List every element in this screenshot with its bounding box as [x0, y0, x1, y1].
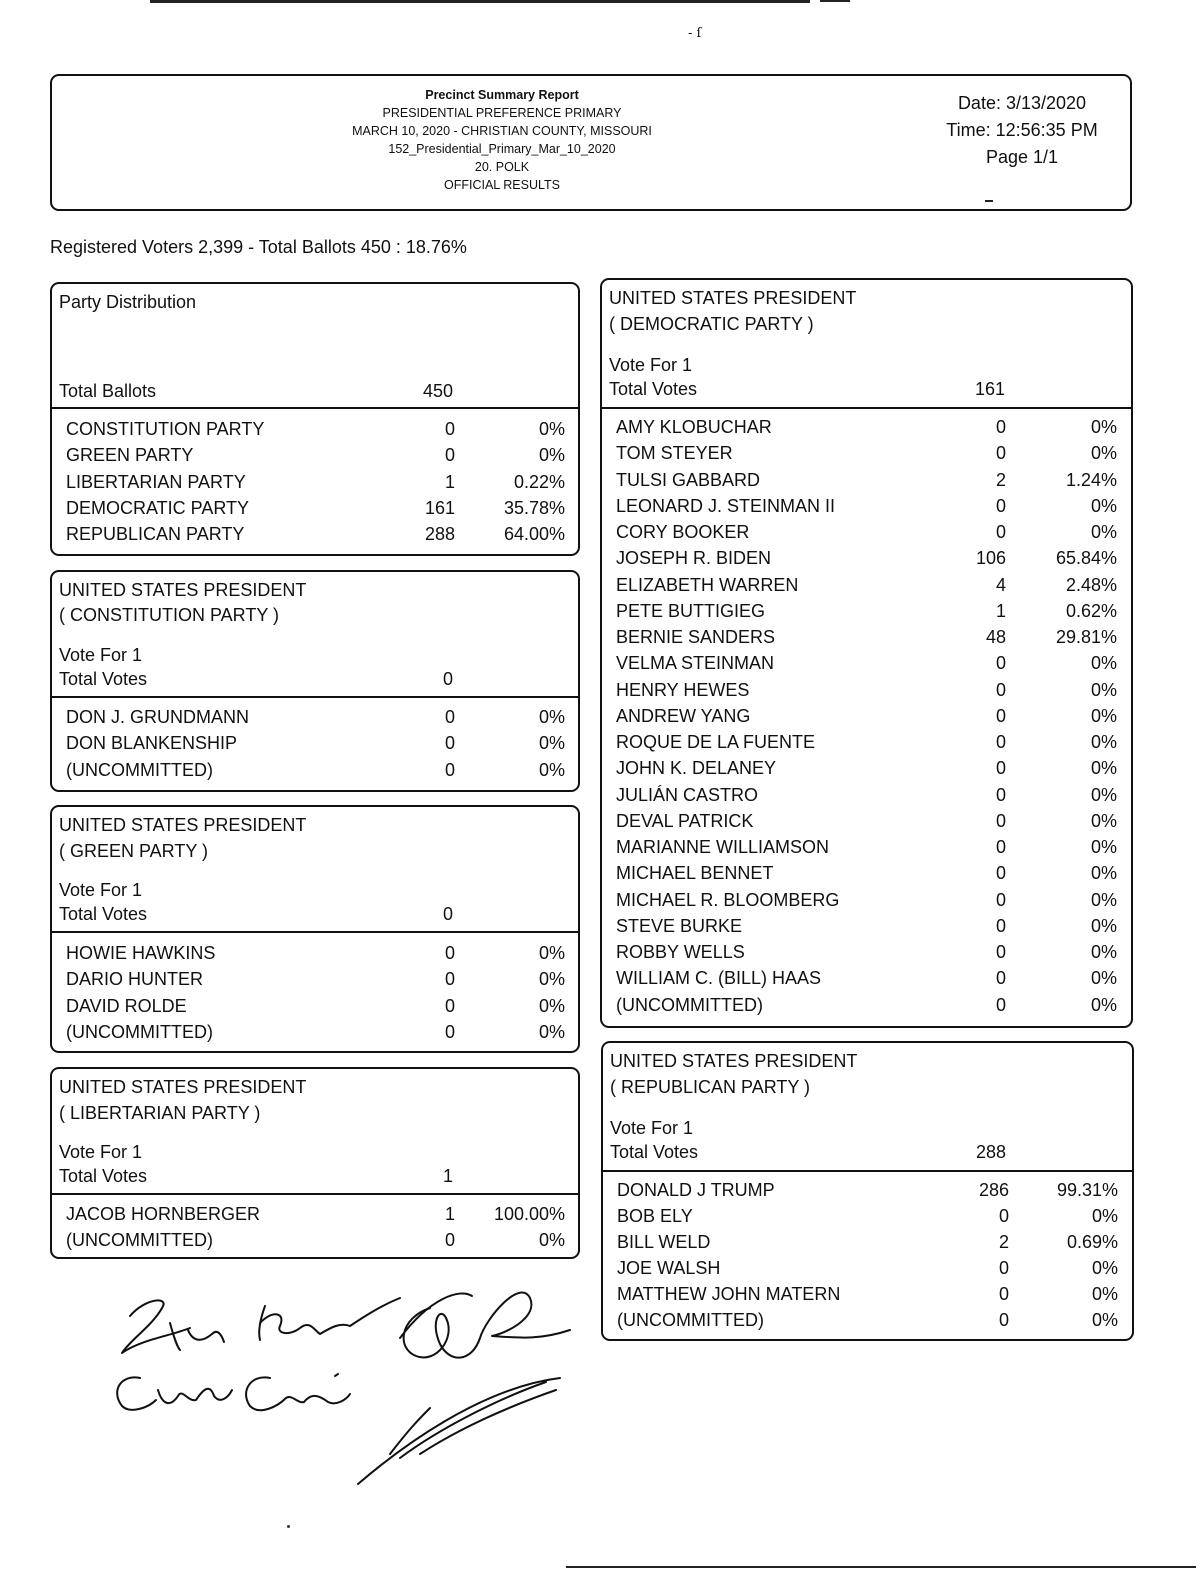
contest-title: UNITED STATES PRESIDENT — [610, 1051, 858, 1071]
candidate-row — [603, 1229, 1132, 1255]
vote-percent: 0% — [538, 1021, 565, 1042]
candidate-name: STEVE BURKE — [616, 915, 743, 936]
candidate-name: DAVID ROLDE — [66, 995, 187, 1016]
vote-count: 161 — [424, 497, 455, 518]
vote-percent: 0.62% — [1065, 600, 1117, 621]
vote-count: 0 — [995, 994, 1006, 1015]
candidate-row — [602, 493, 1131, 519]
vote-percent: 0% — [538, 995, 565, 1016]
contest-party: ( GREEN PARTY ) — [59, 841, 209, 861]
vote-percent: 0% — [1090, 443, 1117, 464]
total-votes-value: 0 — [442, 669, 453, 689]
vote-percent: 65.84% — [1055, 548, 1117, 569]
vote-count: 2 — [995, 469, 1006, 490]
registered-voters-summary: Registered Voters 2,399 - Total Ballots 450 : 18.76% — [50, 237, 467, 257]
vote-count: 0 — [995, 679, 1006, 700]
candidate-name: LEONARD J. STEINMAN II — [616, 495, 836, 516]
vote-count: 0 — [444, 445, 455, 466]
candidate-name: (UNCOMMITTED) — [66, 1230, 213, 1251]
candidate-name: BILL WELD — [617, 1231, 711, 1252]
vote-percent: 0.22% — [513, 471, 565, 492]
vote-for-label: Vote For 1 — [59, 1142, 143, 1162]
candidate-row — [602, 545, 1131, 571]
divider — [52, 407, 578, 409]
vote-percent: 99.31% — [1056, 1180, 1118, 1200]
candidate-row — [52, 1201, 578, 1227]
vote-count: 0 — [995, 495, 1006, 516]
vote-percent: 0.69% — [1066, 1231, 1118, 1252]
vote-percent: 0% — [1090, 495, 1117, 516]
vote-count: 0 — [995, 705, 1006, 726]
vote-percent: 1.24% — [1065, 469, 1117, 490]
contest-party: ( CONSTITUTION PARTY ) — [59, 605, 280, 625]
contest-title: UNITED STATES PRESIDENT — [609, 288, 857, 308]
vote-percent: 0% — [538, 759, 565, 780]
candidate-name: (UNCOMMITTED) — [66, 759, 213, 780]
candidate-row — [602, 939, 1131, 965]
candidate-row — [602, 650, 1131, 676]
vote-count: 0 — [444, 1230, 455, 1251]
candidate-name: DARIO HUNTER — [66, 969, 204, 990]
vote-percent: 0% — [1090, 522, 1117, 542]
candidate-name: DEVAL PATRICK — [616, 810, 754, 831]
candidate-row — [603, 1307, 1132, 1333]
vote-count: 1 — [995, 600, 1006, 621]
candidate-row — [52, 416, 578, 442]
candidate-name: BERNIE SANDERS — [616, 627, 776, 647]
candidate-name: BOB ELY — [617, 1205, 693, 1226]
divider — [602, 407, 1131, 409]
vote-percent: 0% — [1090, 653, 1117, 674]
candidate-row — [602, 572, 1131, 598]
vote-count: 0 — [998, 1257, 1009, 1278]
vote-percent: 0% — [1090, 705, 1117, 726]
vote-count: 0 — [995, 784, 1006, 805]
candidate-row — [602, 703, 1131, 729]
vote-percent: 0% — [538, 733, 565, 754]
total-votes-label: Total Votes — [610, 1142, 699, 1162]
candidate-row — [602, 834, 1131, 860]
total-votes-value: 0 — [442, 904, 453, 924]
candidate-name: JOE WALSH — [617, 1257, 721, 1278]
divider — [52, 1193, 578, 1195]
vote-percent: 0% — [1090, 994, 1117, 1015]
constitution-party-box — [50, 570, 580, 792]
vote-percent: 0% — [1090, 732, 1117, 752]
scan-mark: - ſ — [688, 26, 702, 41]
vote-percent: 0% — [1090, 679, 1117, 700]
vote-count: 0 — [444, 1021, 455, 1042]
candidate-row — [52, 993, 578, 1019]
scan-speck — [287, 1525, 290, 1528]
democratic-party-box — [600, 278, 1133, 1028]
candidate-name: DONALD J TRUMP — [617, 1180, 775, 1200]
contest-party: ( LIBERTARIAN PARTY ) — [59, 1103, 261, 1123]
candidate-name: DON J. GRUNDMANN — [66, 707, 249, 727]
vote-count: 0 — [995, 758, 1006, 779]
vote-percent: 0% — [1090, 968, 1117, 989]
vote-count: 0 — [995, 968, 1006, 989]
vote-percent: 2.48% — [1065, 574, 1117, 595]
total-votes-label: Total Votes — [609, 379, 698, 399]
candidate-row — [603, 1281, 1132, 1307]
vote-percent: 0% — [1090, 837, 1117, 857]
candidate-name: DEMOCRATIC PARTY — [66, 497, 250, 518]
divider — [603, 1170, 1132, 1172]
candidate-name: DON BLANKENSHIP — [66, 733, 238, 754]
vote-count: 0 — [995, 889, 1006, 910]
vote-count: 286 — [978, 1180, 1009, 1200]
vote-count: 0 — [444, 419, 455, 439]
vote-percent: 0% — [538, 969, 565, 990]
candidate-name: HENRY HEWES — [616, 679, 750, 700]
total-votes-value: 161 — [974, 379, 1005, 399]
vote-count: 0 — [995, 522, 1006, 542]
vote-count: 0 — [444, 969, 455, 990]
contest-party: ( DEMOCRATIC PARTY ) — [609, 314, 814, 334]
candidate-row — [52, 1019, 578, 1045]
candidate-row — [52, 730, 578, 756]
total-votes-label: Total Votes — [59, 904, 148, 924]
candidate-name: (UNCOMMITTED) — [617, 1309, 764, 1330]
vote-for-label: Vote For 1 — [59, 645, 143, 665]
divider — [52, 696, 578, 698]
candidate-name: ANDREW YANG — [616, 705, 751, 726]
candidate-name: LIBERTARIAN PARTY — [66, 471, 246, 492]
vote-count: 0 — [998, 1205, 1009, 1226]
candidate-name: (UNCOMMITTED) — [66, 1021, 213, 1042]
scan-top-edge-line — [150, 0, 810, 3]
total-votes-label: Total Votes — [59, 1166, 148, 1186]
vote-count: 0 — [995, 417, 1006, 437]
candidate-name: ELIZABETH WARREN — [616, 574, 799, 595]
vote-count: 0 — [995, 942, 1006, 962]
vote-percent: 0% — [1090, 942, 1117, 962]
vote-count: 0 — [444, 733, 455, 754]
candidate-row — [602, 913, 1131, 939]
vote-percent: 0% — [1090, 810, 1117, 831]
candidate-row — [602, 755, 1131, 781]
vote-count: 0 — [444, 707, 455, 727]
vote-percent: 0% — [1090, 863, 1117, 884]
total-votes-label: Total Votes — [59, 669, 148, 689]
candidate-row — [603, 1203, 1132, 1229]
candidate-name: MARIANNE WILLIAMSON — [616, 837, 830, 857]
candidate-name: JOHN K. DELANEY — [616, 758, 777, 779]
vote-percent: 0% — [538, 707, 565, 727]
candidate-row — [602, 887, 1131, 913]
candidate-row — [602, 729, 1131, 755]
vote-count: 4 — [995, 574, 1006, 595]
report-time: Time: 12:56:35 PM — [946, 120, 1098, 140]
candidate-name: GREEN PARTY — [66, 445, 194, 466]
vote-count: 0 — [998, 1283, 1009, 1304]
report-meta — [922, 90, 1122, 171]
report-title: Precinct Summary Report — [425, 88, 579, 102]
candidate-name: (UNCOMMITTED) — [616, 994, 763, 1015]
scan-dash — [985, 200, 993, 202]
candidate-name: TULSI GABBARD — [616, 469, 761, 490]
candidate-name: MATTHEW JOHN MATERN — [617, 1283, 841, 1304]
candidate-row — [603, 1177, 1132, 1203]
candidate-name: ROBBY WELLS — [616, 942, 745, 962]
candidate-row — [602, 440, 1131, 466]
total-ballots-label: Total Ballots — [59, 381, 157, 401]
candidate-row — [52, 966, 578, 992]
vote-percent: 0% — [1091, 1205, 1118, 1226]
vote-percent: 0% — [1091, 1283, 1118, 1304]
candidate-row — [52, 940, 578, 966]
election-date-county: MARCH 10, 2020 - CHRISTIAN COUNTY, MISSOURI — [352, 124, 652, 138]
scan-top-edge-line-right — [820, 0, 850, 2]
vote-percent: 0% — [1091, 1257, 1118, 1278]
candidate-name: CORY BOOKER — [616, 522, 750, 542]
candidate-name: REPUBLICAN PARTY — [66, 524, 245, 545]
total-ballots-value: 450 — [422, 381, 453, 401]
vote-percent: 64.00% — [503, 524, 565, 545]
report-page: Page 1/1 — [985, 147, 1059, 167]
vote-percent: 0% — [538, 445, 565, 466]
candidate-row — [52, 521, 578, 547]
divider — [52, 931, 578, 933]
candidate-row — [602, 598, 1131, 624]
handwritten-signatures — [100, 1278, 580, 1493]
vote-percent: 0% — [538, 419, 565, 439]
republican-party-box — [601, 1041, 1134, 1341]
vote-percent: 0% — [1090, 758, 1117, 779]
candidate-row — [602, 992, 1131, 1018]
candidate-name: VELMA STEINMAN — [616, 653, 775, 674]
contest-title: UNITED STATES PRESIDENT — [59, 815, 307, 835]
vote-count: 106 — [975, 548, 1006, 569]
candidate-name: JACOB HORNBERGER — [66, 1204, 261, 1224]
contest-party: ( REPUBLICAN PARTY ) — [610, 1077, 811, 1097]
vote-percent: 0% — [1090, 915, 1117, 936]
candidate-row — [602, 965, 1131, 991]
candidate-row — [52, 442, 578, 468]
candidate-row — [602, 860, 1131, 886]
candidate-name: CONSTITUTION PARTY — [66, 419, 265, 439]
vote-percent: 35.78% — [503, 497, 565, 518]
vote-count: 0 — [995, 443, 1006, 464]
total-votes-value: 288 — [975, 1142, 1006, 1162]
candidate-name: HOWIE HAWKINS — [66, 943, 216, 963]
vote-percent: 0% — [1090, 784, 1117, 805]
candidate-row — [602, 467, 1131, 493]
vote-count: 1 — [444, 471, 455, 492]
vote-for-label: Vote For 1 — [610, 1118, 694, 1138]
candidate-row — [52, 704, 578, 730]
precinct-name: 20. POLK — [474, 160, 530, 174]
vote-percent: 29.81% — [1055, 627, 1117, 647]
report-header — [50, 74, 1132, 211]
green-party-box — [50, 805, 580, 1053]
vote-count: 0 — [995, 837, 1006, 857]
candidate-name: JULIÁN CASTRO — [616, 784, 759, 805]
candidate-name: TOM STEYER — [616, 443, 733, 464]
total-votes-value: 1 — [442, 1166, 453, 1186]
candidate-row — [603, 1255, 1132, 1281]
vote-count: 48 — [985, 627, 1006, 647]
vote-count: 1 — [444, 1204, 455, 1224]
candidate-name: MICHAEL R. BLOOMBERG — [616, 889, 840, 910]
vote-count: 2 — [998, 1231, 1009, 1252]
candidate-row — [52, 1227, 578, 1253]
candidate-name: AMY KLOBUCHAR — [616, 417, 772, 437]
vote-count: 0 — [995, 915, 1006, 936]
candidate-name: MICHAEL BENNET — [616, 863, 774, 884]
candidate-name: PETE BUTTIGIEG — [616, 600, 766, 621]
vote-percent: 0% — [1090, 889, 1117, 910]
vote-count: 0 — [995, 732, 1006, 752]
candidate-row — [602, 414, 1131, 440]
candidate-row — [602, 808, 1131, 834]
vote-percent: 0% — [1090, 417, 1117, 437]
report-date: Date: 3/13/2020 — [957, 93, 1087, 113]
vote-percent: 100.00% — [493, 1204, 565, 1224]
libertarian-party-box — [50, 1067, 580, 1259]
vote-count: 0 — [995, 810, 1006, 831]
candidate-row — [52, 469, 578, 495]
vote-count: 0 — [444, 995, 455, 1016]
vote-for-label: Vote For 1 — [59, 880, 143, 900]
vote-count: 0 — [995, 653, 1006, 674]
candidate-row — [602, 624, 1131, 650]
party-distribution-box — [50, 282, 580, 556]
vote-count: 288 — [424, 524, 455, 545]
scan-bottom-line — [566, 1566, 1196, 1568]
vote-for-label: Vote For 1 — [609, 355, 693, 375]
vote-percent: 0% — [538, 1230, 565, 1251]
candidate-name: JOSEPH R. BIDEN — [616, 548, 772, 569]
vote-count: 0 — [995, 863, 1006, 884]
candidate-row — [52, 495, 578, 521]
vote-count: 0 — [998, 1309, 1009, 1330]
party-distribution-title: Party Distribution — [59, 292, 197, 312]
candidate-row — [602, 677, 1131, 703]
candidate-name: WILLIAM C. (BILL) HAAS — [616, 968, 822, 989]
results-status: OFFICIAL RESULTS — [444, 178, 560, 192]
election-name: PRESIDENTIAL PREFERENCE PRIMARY — [382, 106, 622, 120]
contest-title: UNITED STATES PRESIDENT — [59, 1077, 307, 1097]
candidate-row — [602, 519, 1131, 545]
vote-percent: 0% — [1091, 1309, 1118, 1330]
report-title-block — [52, 86, 952, 194]
contest-title: UNITED STATES PRESIDENT — [59, 580, 307, 600]
vote-count: 0 — [444, 943, 455, 963]
vote-count: 0 — [444, 759, 455, 780]
candidate-row — [602, 782, 1131, 808]
vote-percent: 0% — [538, 943, 565, 963]
candidate-row — [52, 757, 578, 783]
election-file-id: 152_Presidential_Primary_Mar_10_2020 — [388, 142, 616, 156]
candidate-name: ROQUE DE LA FUENTE — [616, 732, 816, 752]
